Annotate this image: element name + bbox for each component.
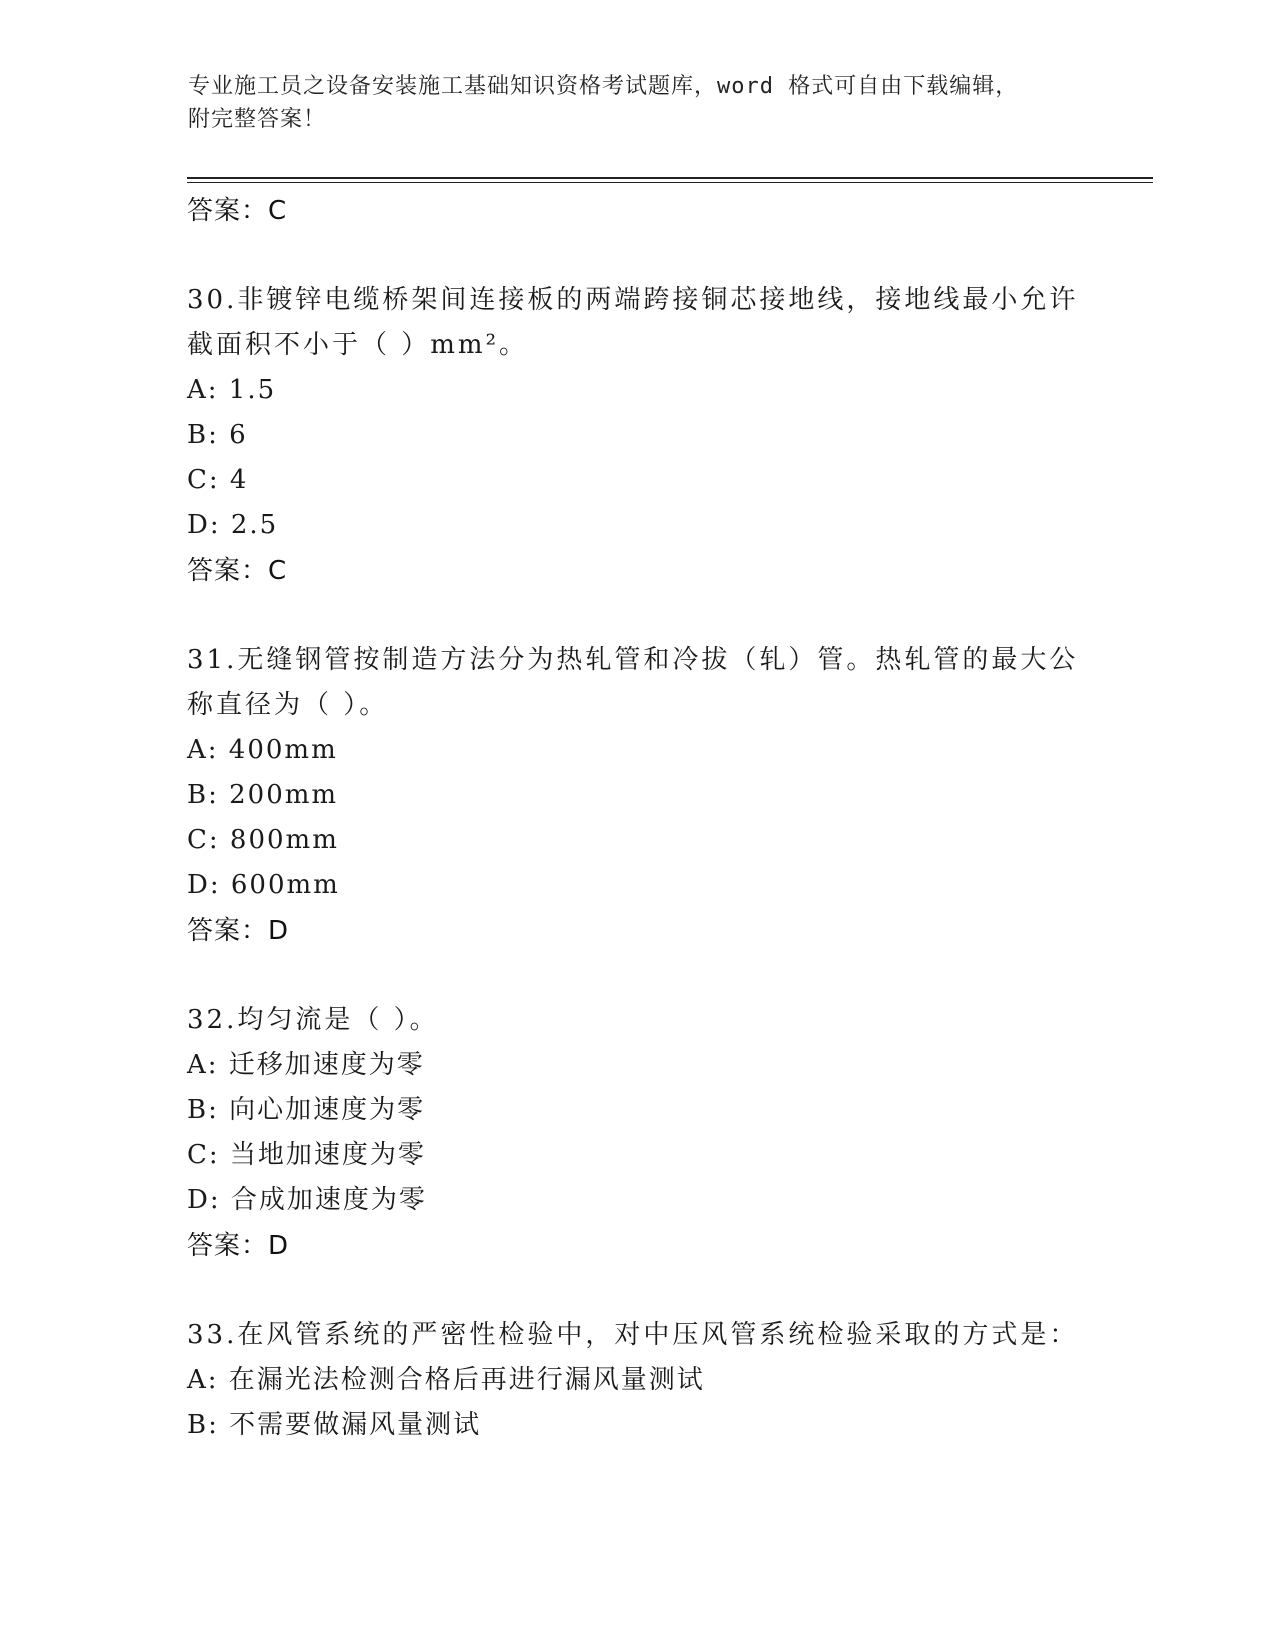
question-stem-line: 30.非镀锌电缆桥架间连接板的两端跨接铜芯接地线，接地线最小允许 (187, 285, 1079, 315)
header-divider-thick (187, 177, 1153, 179)
option-a: A: 400mm (187, 735, 338, 765)
question-stem-line: 称直径为（ ）。 (187, 690, 389, 720)
option-d: D: 2.5 (187, 510, 279, 540)
option-d: D: 600mm (187, 870, 340, 900)
question-33 (187, 1313, 1087, 1448)
option-c: C: 4 (187, 465, 249, 495)
question-stem (187, 638, 1087, 728)
header-line-2: 附完整答案！ (188, 107, 327, 132)
option-a: A: 1.5 (187, 375, 277, 405)
option-a: A: 在漏光法检测合格后再进行漏风量测试 (187, 1365, 705, 1395)
answer: 答案：D (187, 916, 290, 946)
question-list (187, 188, 1087, 1448)
question-stem (187, 1313, 1087, 1358)
previous-answer: 答案：C (187, 196, 288, 226)
header-divider-thin (187, 182, 1153, 183)
option-b: B: 6 (187, 420, 248, 450)
question-31 (187, 638, 1087, 954)
answer: 答案：C (187, 556, 288, 586)
question-stem-line: 32.均匀流是（ ）。 (187, 1005, 439, 1035)
option-a: A: 迁移加速度为零 (187, 1050, 425, 1080)
option-b: B: 向心加速度为零 (187, 1095, 426, 1125)
question-stem (187, 998, 1087, 1043)
page-header (188, 70, 1088, 136)
option-b: B: 不需要做漏风量测试 (187, 1410, 482, 1440)
question-stem-line: 33.在风管系统的严密性检验中，对中压风管系统检验采取的方式是： (187, 1320, 1079, 1350)
question-stem-line: 31.无缝钢管按制造方法分为热轧管和冷拔（轧）管。热轧管的最大公 (187, 645, 1079, 675)
question-stem (187, 278, 1087, 368)
header-line-1: 专业施工员之设备安装施工基础知识资格考试题库，word 格式可自由下载编辑， (188, 74, 1019, 99)
question-stem-line: 截面积不小于（ ）mm²。 (187, 330, 528, 360)
option-c: C: 当地加速度为零 (187, 1140, 426, 1170)
option-b: B: 200mm (187, 780, 339, 810)
option-d: D: 合成加速度为零 (187, 1185, 427, 1215)
question-32 (187, 998, 1087, 1269)
question-30 (187, 278, 1087, 594)
answer: 答案：D (187, 1231, 290, 1261)
option-c: C: 800mm (187, 825, 339, 855)
